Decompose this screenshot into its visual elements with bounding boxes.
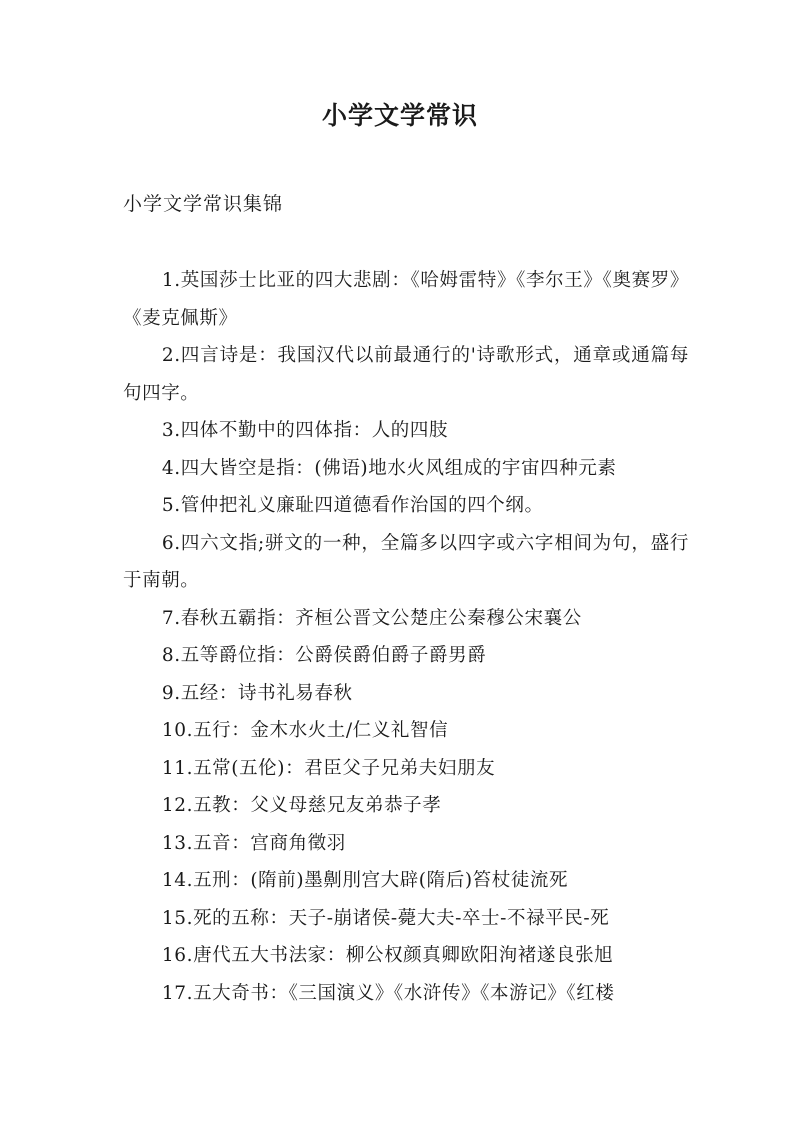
list-item: 13.五音：宫商角徵羽 [161,832,346,854]
list-item: 9.五经：诗书礼易春秋 [161,682,353,704]
list-item: 3.四体不勤中的四体指：人的四肢 [161,420,449,441]
list-item: 11.五常(五伦)：君臣父子兄弟夫妇朋友 [161,757,496,779]
list-item: 5.管仲把礼义廉耻四道德看作治国的四个纲。 [161,495,544,516]
list-item: 7.春秋五霸指：齐桓公晋文公楚庄公秦穆公宋襄公 [161,607,582,629]
list-item: 14.五刑：(隋前)墨劓刖宫大辟(隋后)笞杖徒流死 [161,870,569,891]
list-item: 8.五等爵位指：公爵侯爵伯爵子爵男爵 [161,645,487,666]
list-item: 15.死的五称：天子-崩诸侯-薨大夫-卒士-不禄平民-死 [161,907,610,929]
document-title: 小学文学常识 [321,101,478,130]
list-item: 2.四言诗是：我国汉代以前最通行的'诗歌形式，通章或通篇每句四字。 [123,345,689,404]
list-item: 4.四大皆空是指：(佛语)地水火风组成的宇宙四种元素 [161,457,617,479]
list-item: 12.五教：父义母慈兄友弟恭子孝 [161,795,442,816]
list-item: 10.五行：金木水火土/仁义礼智信 [161,720,449,741]
list-item: 16.唐代五大书法家：柳公权颜真卿欧阳洵褚遂良张旭 [161,945,614,966]
list-item: 1.英国莎士比亚的四大悲剧：《哈姆雷特》《李尔王》《奥赛罗》《麦克佩斯》 [123,270,689,329]
list-item: 17.五大奇书：《三国演义》《水浒传》《本游记》《红楼 [161,982,615,1004]
knowledge-list [123,262,689,1012]
list-item: 6.四六文指;骈文的一种，全篇多以四字或六字相间为句，盛行于南朝。 [123,532,689,591]
document-subtitle: 小学文学常识集锦 [123,193,284,215]
